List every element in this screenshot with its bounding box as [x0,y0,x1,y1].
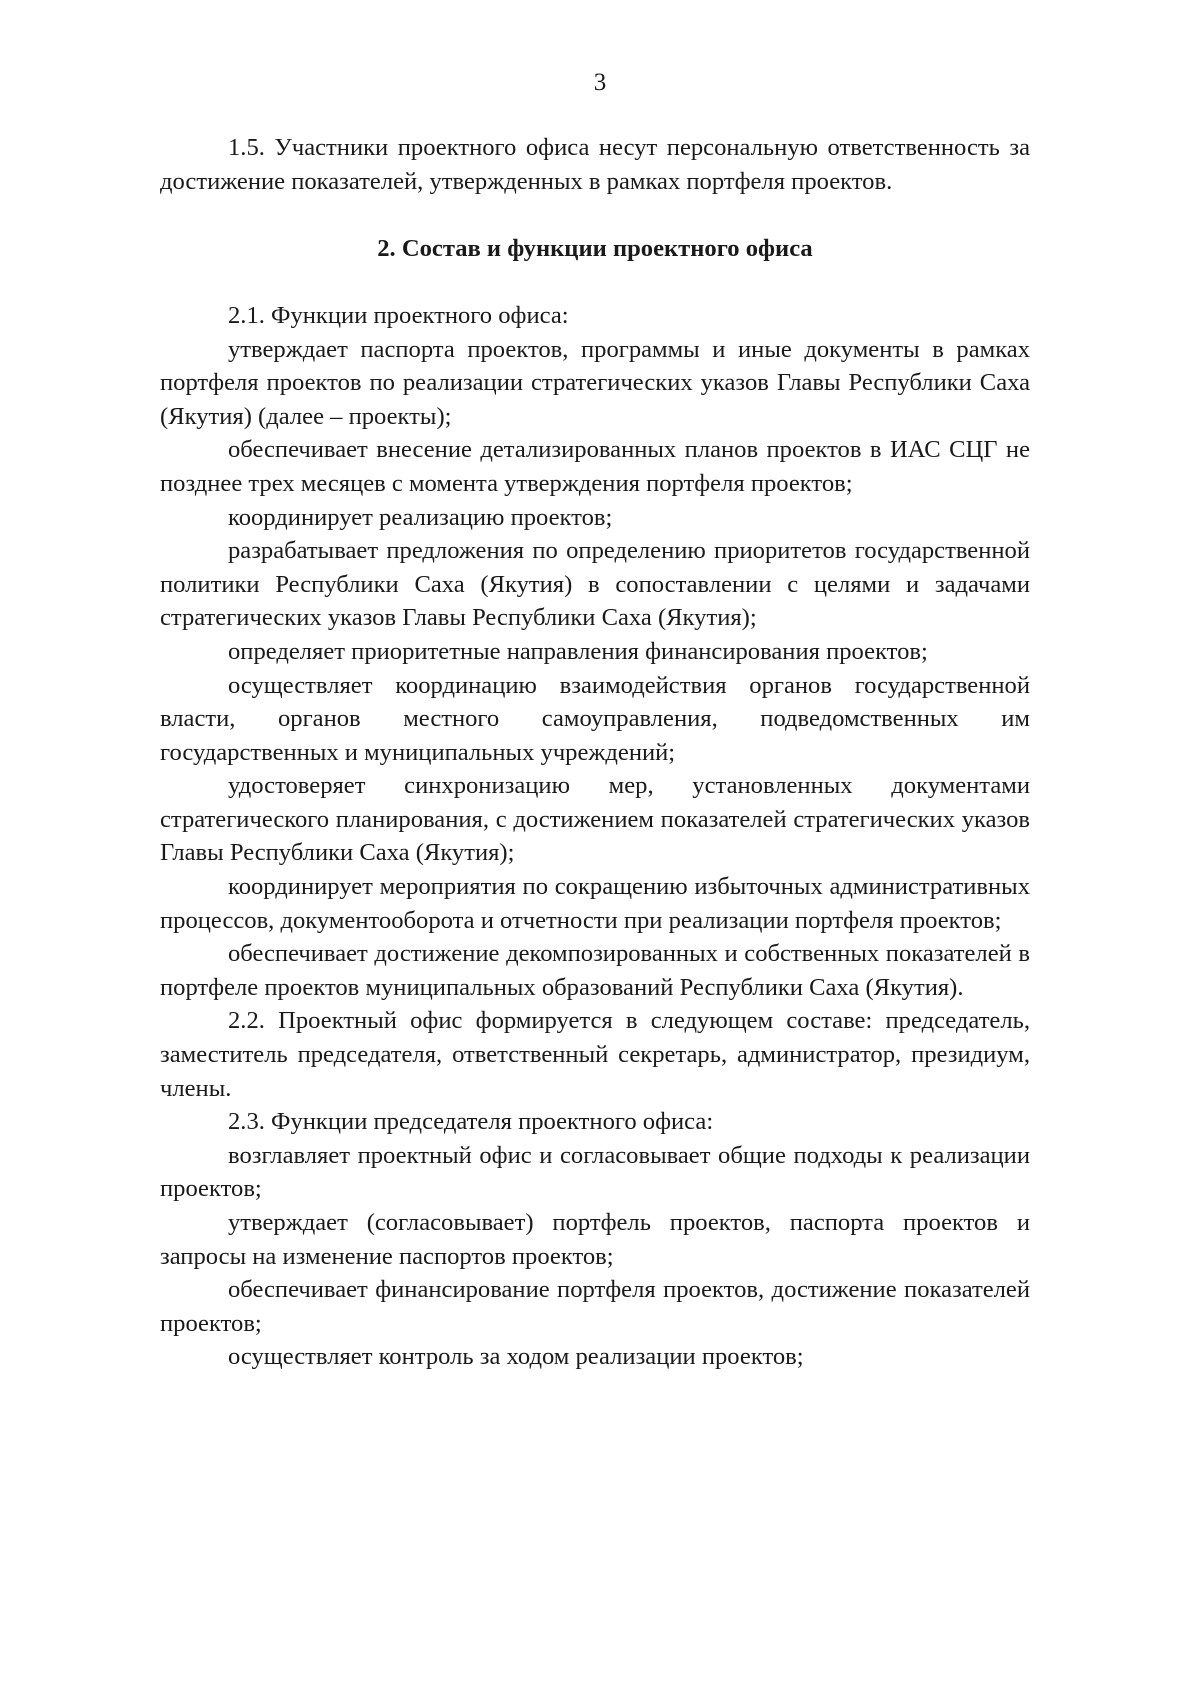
paragraph-function-interaction: осуществляет координацию взаимодействия органов государственной власти, органов местного самоуправления, подведомственных им государственных и муниципальных учреждений; [160,671,1030,766]
paragraph-2-3: 2.3. Функции председателя проектного офиса: [228,1108,714,1136]
document-body [160,131,1030,1374]
paragraph-2-2: 2.2. Проектный офис формируется в следующем составе: председатель, заместитель председателя, ответственный секретарь, администратор, президиум, члены. [160,1007,1030,1102]
paragraph-function-reduction: координирует мероприятия по сокращению избыточных административных процессов, документооборота и отчетности при реализации портфеля проектов; [160,873,1030,934]
paragraph-chair-financing: обеспечивает финансирование портфеля проектов, достижение показателей проектов; [160,1276,1030,1337]
paragraph-chair-heads-office: возглавляет проектный офис и согласовывает общие подходы к реализации проектов; [160,1141,1030,1203]
paragraph-function-financing-directions: определяет приоритетные направления финансирования проектов; [228,637,928,665]
section-heading: 2. Состав и функции проектного офиса [377,234,813,262]
paragraph-1-5: 1.5. Участники проектного офиса несут персональную ответственность за достижение показателей, утвержденных в рамках портфеля проектов. [160,134,1030,195]
paragraph-function-synchronization: удостоверяет синхронизацию мер, установленных документами стратегического планирования, с достижением показателей стратегических указов Главы Республики Саха (Якутия); [160,772,1030,867]
paragraph-function-detailed-plans: обеспечивает внесение детализированных планов проектов в ИАС СЦГ не позднее трех месяцев с момента утверждения портфеля проектов; [160,436,1030,497]
paragraph-chair-control: осуществляет контроль за ходом реализации проектов; [228,1343,804,1371]
paragraph-function-coordinate: координирует реализацию проектов; [228,503,613,531]
paragraph-function-priorities: разрабатывает предложения по определению приоритетов государственной политики Республики Саха (Якутия) в сопоставлении с целями и задачами стратегических указов Главы Республики Саха (Якутия); [160,537,1030,632]
paragraph-function-approve-passports: утверждает паспорта проектов, программы и иные документы в рамках портфеля проектов по реализации стратегических указов Главы Республики Саха (Якутия) (далее – проекты); [160,335,1030,430]
paragraph-2-1: 2.1. Функции проектного офиса: [228,301,569,329]
page-number: 3 [593,69,607,96]
paragraph-function-indicators: обеспечивает достижение декомпозированных и собственных показателей в портфеле проектов муниципальных образований Республики Саха (Якутия). [160,940,1030,1001]
paragraph-chair-approves-portfolio: утверждает (согласовывает) портфель проектов, паспорта проектов и запросы на изменение паспортов проектов; [160,1209,1030,1270]
